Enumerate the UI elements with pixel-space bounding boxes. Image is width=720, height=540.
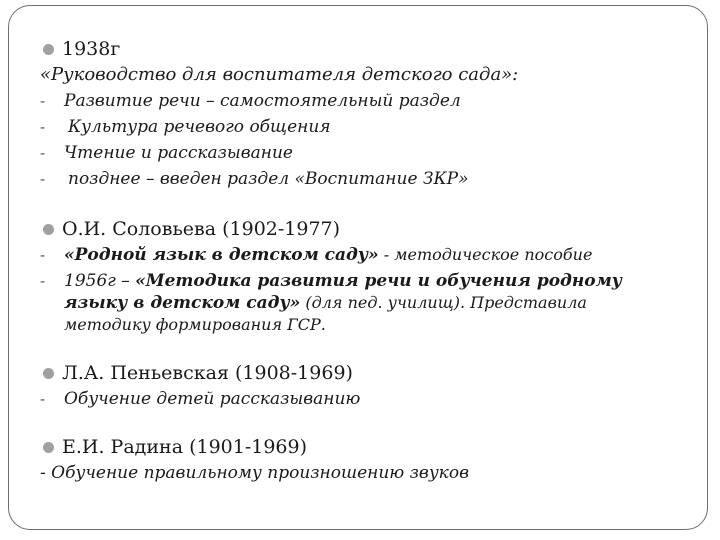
section-solovieva-heading: [40, 216, 660, 242]
list-item-text: (для пед. училищ). Представила методику формирования ГСР.: [64, 293, 587, 334]
list-item: [40, 460, 660, 486]
list-item-text: Развитие речи – самостоятельный раздел: [64, 91, 461, 111]
list-item: [40, 166, 660, 192]
list-item: [40, 242, 660, 268]
list-item-prefix: 1956г –: [64, 271, 136, 291]
slide-content: [40, 36, 660, 486]
dash-marker: -: [40, 170, 46, 188]
book-title: «Родной язык в детском саду»: [64, 245, 379, 265]
list-item: [40, 114, 660, 140]
section-heading-text: Л.А. Пеньевская (1908-1969): [62, 362, 353, 384]
dash-marker: -: [40, 246, 46, 264]
list-item-text: Культура речевого общения: [68, 117, 331, 137]
bullet-icon: [43, 442, 54, 453]
dash-marker: -: [40, 144, 46, 162]
section-radina-heading: [40, 434, 660, 460]
section-heading-text: 1938г: [62, 38, 121, 60]
list-item-text: позднее – введен раздел «Воспитание ЗКР»: [68, 169, 469, 189]
bullet-icon: [43, 44, 54, 55]
section-penevskaya-heading: [40, 360, 660, 386]
list-item-text: Обучение правильному произношению звуков: [51, 463, 469, 483]
list-item-text: - методическое пособие: [378, 245, 593, 264]
list-item-text: Чтение и рассказывание: [64, 143, 293, 163]
list-item: [40, 88, 660, 114]
section-heading-text: О.И. Соловьева (1902-1977): [62, 218, 341, 240]
dash-marker: -: [40, 118, 46, 136]
list-item-text: Обучение детей рассказыванию: [64, 389, 361, 409]
book-title: «Методика развития речи и обучения родному языку в детском саду»: [64, 271, 622, 313]
list-item: [40, 268, 654, 338]
bullet-icon: [43, 224, 54, 235]
dash-marker: -: [40, 463, 52, 483]
list-item: [40, 386, 660, 412]
section-heading-text: Е.И. Радина (1901-1969): [62, 436, 308, 458]
list-item: [40, 140, 660, 166]
dash-marker: -: [40, 272, 46, 290]
dash-marker: -: [40, 92, 46, 110]
section-1938-subtitle: «Руководство для воспитателя детского сада»:: [40, 64, 519, 85]
dash-marker: -: [40, 390, 46, 408]
bullet-icon: [43, 368, 54, 379]
section-1938-heading: [40, 36, 660, 62]
